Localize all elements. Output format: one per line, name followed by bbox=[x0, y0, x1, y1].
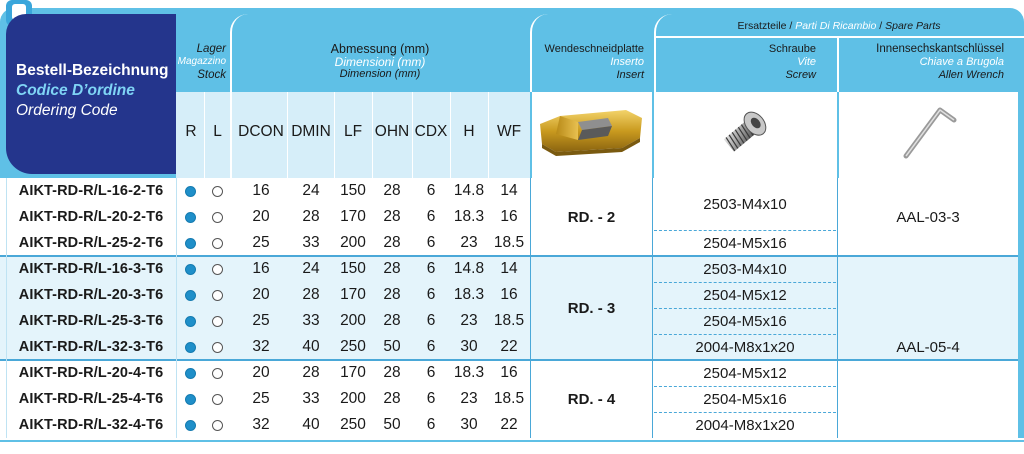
stock-left-dot bbox=[212, 420, 223, 431]
screw-code: 2503-M4x10 bbox=[703, 195, 787, 213]
stock-left-dot bbox=[212, 290, 223, 301]
screw-code: 2504-M5x12 bbox=[703, 286, 787, 304]
dimension-header-it: Dimensioni (mm) bbox=[334, 55, 426, 69]
cell-dmin: 28 bbox=[302, 286, 320, 303]
stock-right-dot bbox=[185, 368, 196, 379]
cell-lf: 200 bbox=[340, 390, 366, 407]
cell-ohn: 50 bbox=[383, 338, 401, 355]
cell-dcon: 20 bbox=[252, 286, 270, 303]
cell-wf: 16 bbox=[500, 208, 518, 225]
cell-cdx: 6 bbox=[426, 260, 436, 277]
screw-code: 2004-M8x1x20 bbox=[695, 416, 795, 434]
insert-image bbox=[538, 104, 646, 160]
screw-code: 2504-M5x16 bbox=[703, 312, 787, 330]
image-col-sep bbox=[652, 92, 654, 178]
wrench-code: AAL-03-3 bbox=[896, 208, 960, 226]
stock-right-dot bbox=[185, 394, 196, 405]
col-header-l: L bbox=[213, 123, 222, 140]
stock-left-dot bbox=[212, 212, 223, 223]
cell-h: 14.8 bbox=[453, 182, 485, 199]
col-header-ohn: OHN bbox=[374, 123, 410, 140]
cell-ohn: 28 bbox=[383, 182, 401, 199]
cell-dcon: 16 bbox=[252, 182, 270, 199]
cell-ohn: 50 bbox=[383, 416, 401, 433]
insert-header-it: Inserto bbox=[610, 56, 644, 68]
ordering-code: AIKT-RD-R/L-32-4-T6 bbox=[18, 417, 164, 433]
spare-parts-sep1: / bbox=[786, 20, 796, 32]
insert-code: RD. - 2 bbox=[567, 208, 616, 226]
stock-right-dot bbox=[185, 316, 196, 327]
stock-right-dot bbox=[185, 420, 196, 431]
cell-lf: 200 bbox=[340, 312, 366, 329]
cell-cdx: 6 bbox=[426, 416, 436, 433]
cell-wf: 18.5 bbox=[493, 312, 525, 329]
header-col-sep bbox=[334, 92, 335, 178]
cell-h: 18.3 bbox=[453, 208, 485, 225]
stock-right-dot bbox=[185, 238, 196, 249]
cell-dcon: 20 bbox=[252, 364, 270, 381]
ordering-code: AIKT-RD-R/L-20-4-T6 bbox=[18, 365, 164, 381]
header-col-sep bbox=[450, 92, 451, 178]
cell-dcon: 32 bbox=[252, 338, 270, 355]
screw-code: 2004-M8x1x20 bbox=[695, 338, 795, 356]
stock-left-dot bbox=[212, 238, 223, 249]
header-col-sep bbox=[412, 92, 413, 178]
allen-wrench-image bbox=[900, 100, 960, 164]
cell-h: 18.3 bbox=[453, 364, 485, 381]
dimension-header-de: Abmessung (mm) bbox=[330, 42, 430, 56]
wrench-code: AAL-05-4 bbox=[896, 338, 960, 356]
stock-left-dot bbox=[212, 264, 223, 275]
cell-dmin: 28 bbox=[302, 208, 320, 225]
cell-ohn: 28 bbox=[383, 286, 401, 303]
col-header-dmin: DMIN bbox=[291, 123, 331, 140]
stock-header-de: Lager bbox=[196, 43, 226, 55]
insert-code: RD. - 4 bbox=[567, 390, 616, 408]
screw-divider bbox=[654, 386, 836, 387]
ordering-code: AIKT-RD-R/L-25-2-T6 bbox=[18, 235, 164, 251]
cell-ohn: 28 bbox=[383, 260, 401, 277]
body-col-sep bbox=[176, 178, 177, 438]
cell-cdx: 6 bbox=[426, 338, 436, 355]
cell-h: 23 bbox=[460, 312, 478, 329]
cell-lf: 170 bbox=[340, 208, 366, 225]
stock-header-en: Stock bbox=[197, 69, 226, 81]
wrench-header-en: Allen Wrench bbox=[938, 69, 1004, 81]
screw-divider bbox=[654, 230, 836, 231]
wrench-header-de: Innensechskantschlüssel bbox=[876, 43, 1004, 55]
cell-wf: 18.5 bbox=[493, 234, 525, 251]
cell-dmin: 40 bbox=[302, 338, 320, 355]
cell-cdx: 6 bbox=[426, 312, 436, 329]
stock-right-dot bbox=[185, 290, 196, 301]
ordering-code: AIKT-RD-R/L-16-3-T6 bbox=[18, 261, 164, 277]
body-right-edge bbox=[1018, 178, 1024, 438]
cell-ohn: 28 bbox=[383, 390, 401, 407]
cell-cdx: 6 bbox=[426, 208, 436, 225]
cell-h: 23 bbox=[460, 390, 478, 407]
insert-header-en: Insert bbox=[616, 69, 644, 81]
cell-wf: 16 bbox=[500, 364, 518, 381]
cell-lf: 150 bbox=[340, 182, 366, 199]
col-header-h: H bbox=[463, 123, 475, 140]
cell-lf: 250 bbox=[340, 416, 366, 433]
cell-lf: 170 bbox=[340, 364, 366, 381]
cell-dmin: 28 bbox=[302, 364, 320, 381]
stock-right-dot bbox=[185, 212, 196, 223]
ordering-code-label-de: Bestell-Bezeichnung bbox=[16, 62, 169, 79]
spare-parts-it: Parti Di Ricambio bbox=[795, 20, 877, 32]
cell-cdx: 6 bbox=[426, 182, 436, 199]
stock-left-dot bbox=[212, 316, 223, 327]
screw-divider bbox=[654, 282, 836, 283]
image-col-sep bbox=[530, 92, 532, 178]
screw-divider bbox=[654, 334, 836, 335]
cell-ohn: 28 bbox=[383, 312, 401, 329]
cell-dmin: 33 bbox=[302, 312, 320, 329]
ordering-code: AIKT-RD-R/L-20-3-T6 bbox=[18, 287, 164, 303]
cell-ohn: 28 bbox=[383, 364, 401, 381]
ordering-code: AIKT-RD-R/L-25-3-T6 bbox=[18, 313, 164, 329]
cell-lf: 250 bbox=[340, 338, 366, 355]
screw-header-en: Screw bbox=[785, 69, 816, 81]
ordering-code: AIKT-RD-R/L-20-2-T6 bbox=[18, 209, 164, 225]
cell-dmin: 24 bbox=[302, 260, 320, 277]
ordering-code: AIKT-RD-R/L-16-2-T6 bbox=[18, 183, 164, 199]
cell-ohn: 28 bbox=[383, 234, 401, 251]
stock-left-dot bbox=[212, 394, 223, 405]
ordering-code: AIKT-RD-R/L-25-4-T6 bbox=[18, 391, 164, 407]
header-col-sep bbox=[488, 92, 489, 178]
cell-wf: 14 bbox=[500, 182, 518, 199]
col-header-lf: LF bbox=[343, 123, 363, 140]
cell-dcon: 25 bbox=[252, 390, 270, 407]
cell-h: 18.3 bbox=[453, 286, 485, 303]
stock-right-dot bbox=[185, 264, 196, 275]
screw-code: 2503-M4x10 bbox=[703, 260, 787, 278]
dimension-header-en: Dimension (mm) bbox=[339, 68, 421, 80]
cell-lf: 200 bbox=[340, 234, 366, 251]
screw-image bbox=[710, 98, 780, 166]
spare-parts-en: Spare Parts bbox=[885, 20, 941, 32]
insert-code: RD. - 3 bbox=[567, 299, 616, 317]
header-col-sep bbox=[230, 92, 232, 178]
screw-code: 2504-M5x16 bbox=[703, 234, 787, 252]
cell-dcon: 16 bbox=[252, 260, 270, 277]
cell-wf: 16 bbox=[500, 286, 518, 303]
header-col-sep bbox=[372, 92, 373, 178]
screw-header-it: Vite bbox=[797, 56, 816, 68]
cell-wf: 22 bbox=[500, 416, 518, 433]
col-header-wf: WF bbox=[496, 123, 522, 140]
screw-code: 2504-M5x16 bbox=[703, 390, 787, 408]
stock-left-dot bbox=[212, 342, 223, 353]
screw-header-de: Schraube bbox=[768, 43, 816, 55]
ordering-code-label-en: Ordering Code bbox=[16, 102, 118, 119]
screw-divider bbox=[654, 308, 836, 309]
spare-parts-header bbox=[654, 19, 1024, 33]
cell-dmin: 24 bbox=[302, 182, 320, 199]
cell-dmin: 33 bbox=[302, 234, 320, 251]
screw-code: 2504-M5x12 bbox=[703, 364, 787, 382]
ordering-code: AIKT-RD-R/L-32-3-T6 bbox=[18, 339, 164, 355]
header-col-sep bbox=[204, 92, 205, 178]
cell-lf: 170 bbox=[340, 286, 366, 303]
cell-ohn: 28 bbox=[383, 208, 401, 225]
cell-dcon: 25 bbox=[252, 312, 270, 329]
stock-right-dot bbox=[185, 186, 196, 197]
image-col-sep bbox=[837, 92, 839, 178]
cell-dcon: 25 bbox=[252, 234, 270, 251]
cell-h: 30 bbox=[460, 338, 478, 355]
spare-parts-divider bbox=[656, 36, 1024, 38]
cell-cdx: 6 bbox=[426, 286, 436, 303]
cell-lf: 150 bbox=[340, 260, 366, 277]
cell-cdx: 6 bbox=[426, 364, 436, 381]
cell-h: 30 bbox=[460, 416, 478, 433]
stock-left-dot bbox=[212, 368, 223, 379]
header-col-sep bbox=[287, 92, 288, 178]
cell-dmin: 40 bbox=[302, 416, 320, 433]
ordering-code-label-it: Codice D’ordine bbox=[16, 82, 135, 99]
cell-h: 23 bbox=[460, 234, 478, 251]
cell-wf: 14 bbox=[500, 260, 518, 277]
cell-dcon: 32 bbox=[252, 416, 270, 433]
cell-wf: 22 bbox=[500, 338, 518, 355]
col-header-cdx: CDX bbox=[414, 123, 448, 140]
cell-wf: 18.5 bbox=[493, 390, 525, 407]
cell-dmin: 33 bbox=[302, 390, 320, 407]
wrench-header-it: Chiave a Brugola bbox=[919, 56, 1004, 68]
stock-header-it: Magazzino bbox=[177, 56, 226, 67]
spare-parts-de: Ersatzteile bbox=[737, 20, 787, 32]
col-header-r: R bbox=[185, 123, 197, 140]
cell-h: 14.8 bbox=[453, 260, 485, 277]
screw-divider bbox=[654, 412, 836, 413]
cell-cdx: 6 bbox=[426, 390, 436, 407]
image-col-sep bbox=[1018, 92, 1024, 178]
spare-parts-sep2: / bbox=[876, 20, 886, 32]
col-header-dcon: DCON bbox=[238, 123, 284, 140]
cell-dcon: 20 bbox=[252, 208, 270, 225]
stock-left-dot bbox=[212, 186, 223, 197]
insert-header-de: Wendeschneidplatte bbox=[544, 43, 644, 55]
table-bottom-border bbox=[0, 440, 1024, 442]
stock-right-dot bbox=[185, 342, 196, 353]
cell-cdx: 6 bbox=[426, 234, 436, 251]
